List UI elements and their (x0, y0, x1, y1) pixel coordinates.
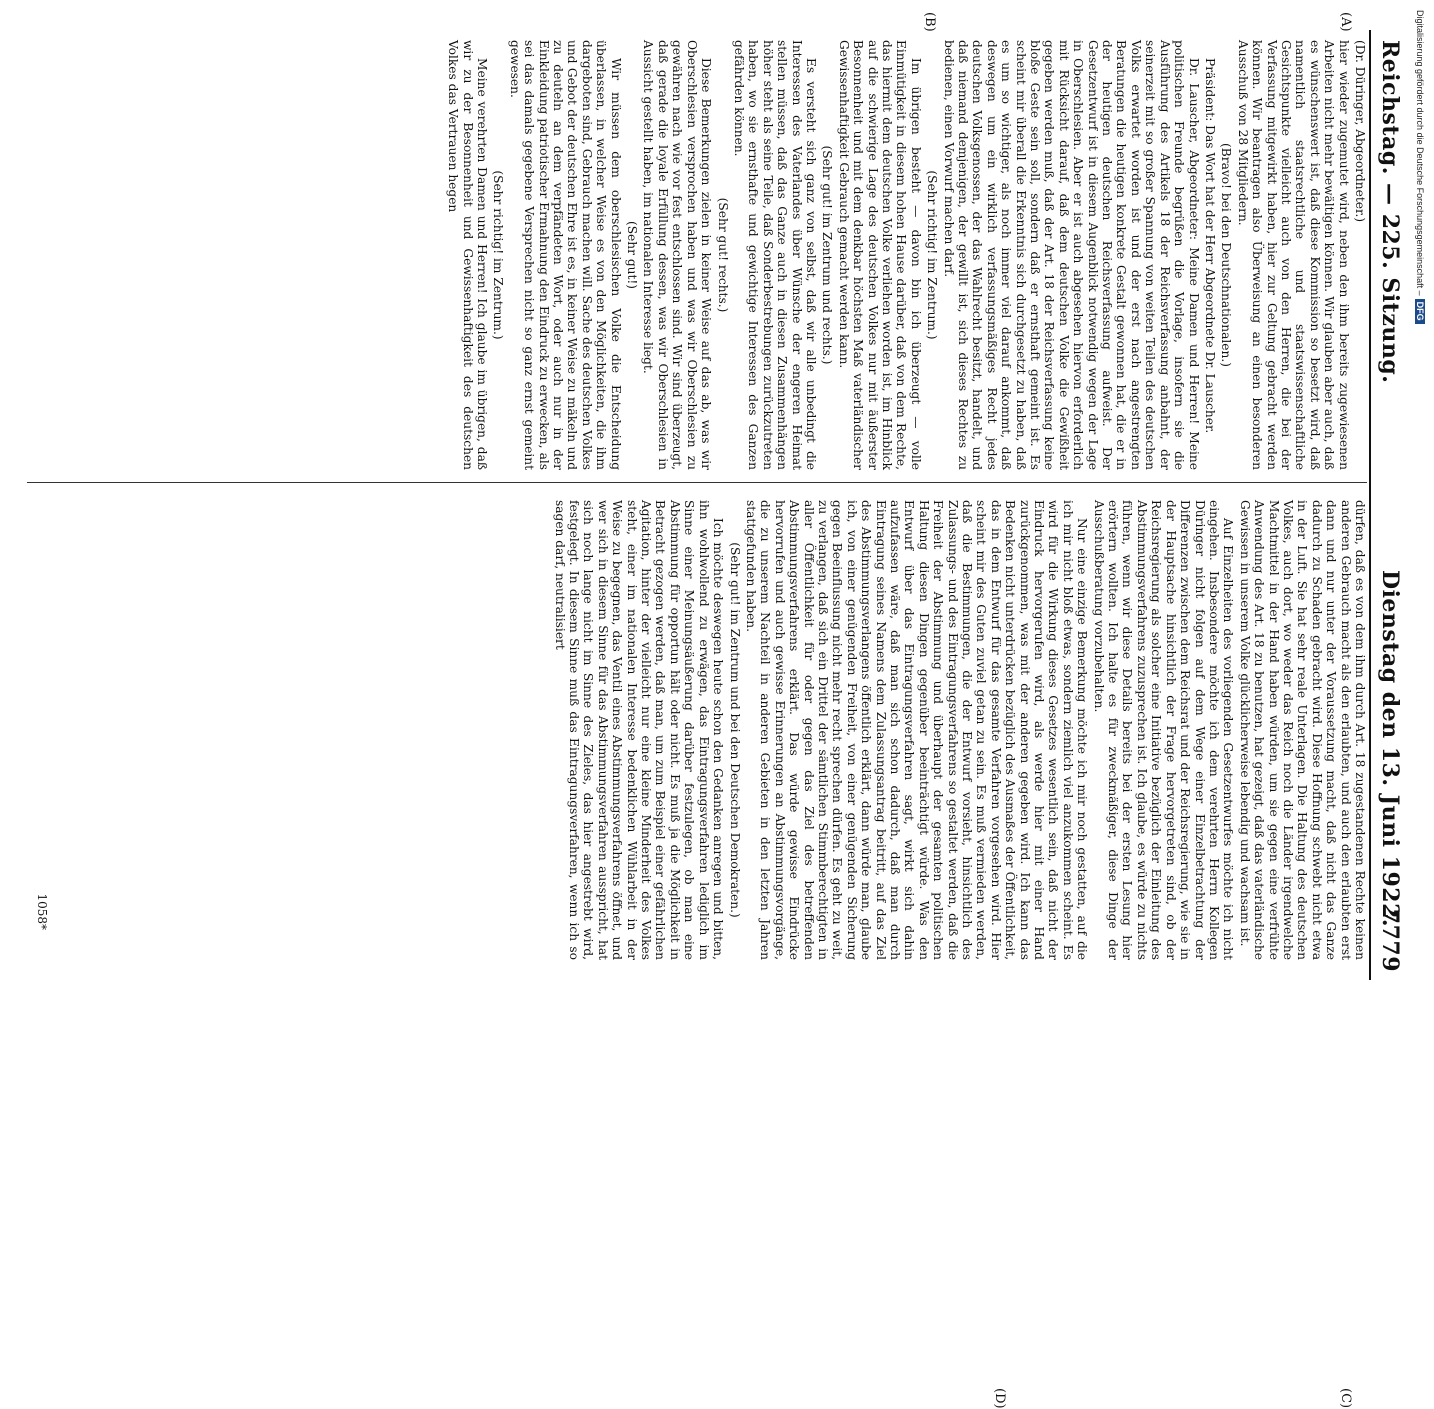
rotated-page (27, 10, 1407, 1409)
margin-mark-a: (A) (1338, 12, 1353, 32)
page-number: 7779 (1377, 908, 1403, 972)
paragraph: Auf Einzelheiten des vorliegenden Gesetzentwurfes möchte ich nicht eingehen. Insbesondere möchte ich dem verehrten Herrn Kollegen Düringer nicht folgen auf dem Wege einer Einzelbetrachtung der Differenzen zwischen dem Reichsrat und der Reichsregierung, wie sie in der Hauptsache hinsichtlich der Frage hervorgetreten sind, ob der Reichsregierung als solcher eine Initiative bezüglich der Einleitung des Abstimmungsverfahrens zuzusprechen ist. Ich glaube, es würde zu nichts führen, wenn wir diese Details bereits bei der ersten Lesung hier erörtern wollten. Ich halte es für zweckmäßiger, diese Dinge der Ausschußberatung vorzubehalten. (1091, 500, 1236, 960)
paragraph: dürfen, daß es von dem ihm durch Art. 18 zugestandenen Rechte keinen anderen Gebrauch macht als den erlaubten, und auch den erlaubten erst dann und nur unter der Voraussetzung macht, daß nicht das Ganze dadurch zu Schaden gebracht wird. Diese Hoffnung schwebt nicht etwa in der Luft. Sie hat sehr reale Unterlagen. Die Haltung des deutschen Volkes, auch dort, wo weder das Reich noch die Länder irgendwelche Machtmittel in der Hand haben würden, um sie gegen eine verfrühte Anwendung des Art. 18 zu benutzen, hat gezeigt, daß das vaterländische Gewissen in unserem Volke glücklicherweise lebendig und wachsam ist. (1237, 500, 1367, 960)
paragraph: Es versteht sich ganz von selbst, daß wir alle unbedingt die Interessen des Vaterlandes über Wünsche der engeren Heimat stellen müssen, daß das Ganze auch in diesen Zusammenhängen höher steht als seine Teile, daß Sonderbestrebungen zurückzutreten haben, wo sie ernsthafte und gewichtige Interessen des Ganzen gefährden können. (731, 40, 818, 470)
paragraph: Nur eine einzige Bemerkung möchte ich mir noch gestatten, auf die ich mir nicht bloß etwas, sondern ziemlich viel anzukommen scheint. Es wird für die Wirkung dieses Gesetzes wesentlich sein, daß nicht der Eindruck hervorgerufen wird, als werde hier mit einer Hand zurückgenommen, was mit der anderen gegeben wird. Ich kann das Bedenken nicht unterdrücken bezüglich des Ausmaßes der Öffentlichkeit, das in dem Entwurf für das gesamte Verfahren vorgesehen wird. Hier scheint mir des Guten zuviel getan zu sein. Es muß vermieden werden, daß die Bestimmungen, die der Entwurf vorsieht, hinsichtlich des Zulassungs- und des Eintragungsverfahrens so gestaltet werden, daß die Freiheit der Abstimmung und überhaupt der gesamten politischen Haltung diesen Dingen gegenüber beeinträchtigt würde. Was den Entwurf über das Eintragungsverfahren sagt, wirkt sich dahin aufzufassen wäre, daß man sich schon dadurch, daß man durch Eintragung seines Namens dem Zulassungsantrag beitritt, auf das Ziel des Abstimmungsverlangens öffentlich erklärt, dann würde man, glaube ich, von einer genügenden Freiheit, von einer genügenden Sicherung gegen Beeinflussung nicht mehr recht sprechen dürfen. Es geht zu weit, zu verlangen, daß sich ein Drittel der sämtlichen Stimmberechtigten in aller Öffentlichkeit für oder gegen das Ziel des betreffenden Abstimmungsverfahrens erklärt. Das würde gewisse Eindrücke hervorrufen und auch gewisse Erinnerungen an Abstimmungsvorgänge, die zu unserem Nachteil in anderen Gebieten in den letzten Jahren stattgefunden haben. (743, 500, 1090, 960)
margin-mark-d: (D) (992, 1388, 1007, 1409)
paragraph: Ich möchte deswegen heute schon den Gedanken anregen und bitten, ihn wohlwollend zu erwägen, das Eintragungsverfahren lediglich im Sinne einer Meinungsäußerung darüber festzulegen, ob man eine Abstimmung für opportun hält oder nicht. Es muß ja die Möglichkeit in Betracht gezogen werden, daß man, um zum Beispiel einer gefährlichen Agitation, hinter der vielleicht nur eine kleine Minderheit des Volkes steht, einer im nationalen Interesse bedenklichen Wühlarbeit in der Weise zu begegnen, das Ventil eines Abstimmungsverfahrens öffnet, und wer sich in diesem Sinne für das Abstimmungsverfahren ausspricht, hat sich noch lange nicht im Sinne des Zieles, das hier angestrebt wird, festgelegt. In diesem Sinne muß das Eintragungsverfahren, wenn ich so sagen darf, neutralisiert (552, 500, 726, 960)
paragraph: Wir müssen dem oberschlesischen Volke die Entscheidung überlassen, in welcher Weise es von den Möglichkeiten, die ihm dargeboten sind, Gebrauch machen will. Sache des deutschen Volkes und Gebot der deutschen Ehre ist es, in keiner Weise zu mäkeln und zu deuteln an dem verpfändeten Wort, oder auch nur in der Einkleidung patriotischer Ermahnung den Eindruck zu erwecken, als sei das damals gegebene Versprechen nicht so ganz ernst gemeint gewesen. (507, 40, 623, 470)
interjection: (Sehr gut!) (625, 220, 640, 290)
paragraph: Meine verehrten Damen und Herren! Ich glaube im übrigen, daß wir zu der Besonnenheit und Gewissenhaftigkeit des deutschen Volkes das Vertrauen hegen (446, 40, 490, 470)
signature-mark: 1058* (35, 893, 49, 930)
digitization-credit (1415, 10, 1425, 324)
paragraph: Dr. Lauscher, Abgeordneter: Meine Damen und Herren! Meine politischen Freunde begrüßen die Vorlage, insofern sie die Ausführung des Artikels 18 der Reichsverfassung anbahnt, der seinerzeit mit so großer Spannung von weiten Teilen des deutschen Volks erwartet worden ist und der erst nach angestrengten Beratungen die heutigen konkrete Gestalt gewonnen hat, die er in der heutigen deutschen Reichsverfassung aufweist. Der Gesetzentwurf ist in diesem Augenblick notwendig wegen der Lage in Oberschlesien. Aber er ist auch abgesehen hiervon erforderlich mit Rücksicht darauf, daß dem deutschen Volke die Gewißheit gegeben werden muß, daß der Art. 18 der Reichsverfassung keine bloße Geste sein soll, sondern daß er ernsthaft gemeint ist. Es scheint mir überall die Erkenntnis sich durchgesetzt zu haben, daß es um so wichtiger, als noch immer viel darauf ankommt, daß deswegen um ein wirklich verfassungsmäßiges Recht jedes deutschen Volksgenossen, der das Wahlrecht besitzt, handelt, und daß niemand demjenigen, der gewillt ist, sich dieses Rechtes zu bedienen, einen Vorwurf machen darf. (941, 40, 1201, 470)
margin-mark-c: (C) (1338, 1388, 1353, 1409)
margin-mark-b: (B) (922, 12, 937, 32)
interjection: (Sehr richtig! im Zentrum.) (925, 170, 940, 340)
paragraph-president: Präsident: Das Wort hat der Herr Abgeordnete Dr. Lauscher. (1202, 58, 1217, 434)
paragraph: hier wieder zugemutet wird, neben den ihm bereits zugewiesenen Arbeiten nicht mehr bewältigen können. Wir glauben aber auch, daß es wünschenswert ist, daß diese Kommission so besetzt wird, daß namentlich staatsrechtliche und staatswissenschaftliche Gesichtspunkte vielleicht auch von den Herren, die bei der Verfassung mitgewirkt haben, hier zur Geltung gebracht werden können. Wir beantragen also Überweisung an einen besonderen Ausschuß von 28 Mitgliedern. (1235, 40, 1351, 470)
header-left: Reichstag. — 225. Sitzung. (1377, 40, 1403, 384)
credit-text: Digitalisierung gefördert durch die Deutsche Forschungsgemeinschaft – (1415, 10, 1425, 296)
text-column-left (27, 40, 1367, 470)
interjection: (Sehr richtig! im Zentrum.) (491, 170, 506, 340)
interjection: (Bravo! bei den Deutschnationalen.) (1219, 143, 1234, 367)
paragraph: Im übrigen besteht — davon bin ich überzeugt — volle Einmütigkeit in diesem hohen Hause darüber, daß von dem Rechte, das hiermit dem deutschen Volke verliehen worden ist, im Hinblick auf die schwierige Lage des deutschen Volkes nur mit äußerster Besonnenheit und mit dem denkbar höchsten Maß vaterländischer Gewissenhaftigkeit Gebrauch gemacht werden kann. (836, 40, 923, 470)
text-column-middle (27, 500, 1367, 960)
speaker-continuation: (Dr. Düringer, Abgeordneter.) (1353, 40, 1367, 223)
running-header (1373, 10, 1407, 990)
paragraph: Diese Bemerkungen zielen in keiner Weise auf das ab, was wir Oberschlesien versprochen haben und was wir Oberschlesien zu gewähren nach wie vor fest entschlossen sind. Wir sind überzeugt, daß gerade die loyale Erfüllung dessen, was wir Oberschlesien in Aussicht gestellt haben, im nationalen Interesse liegt. (641, 40, 714, 470)
header-date: Dienstag den 13. Juni 1922. (1377, 570, 1403, 928)
header-rule (1369, 30, 1371, 980)
interjection: (Sehr gut! im Zentrum und rechts.) (820, 145, 835, 365)
dfg-logo: DFG (1415, 299, 1425, 324)
interjection: (Sehr gut! im Zentrum und bei den Deutschen Demokraten.) (727, 542, 742, 918)
interjection: (Sehr gut! rechts.) (715, 197, 730, 313)
column-divider (27, 482, 1367, 483)
